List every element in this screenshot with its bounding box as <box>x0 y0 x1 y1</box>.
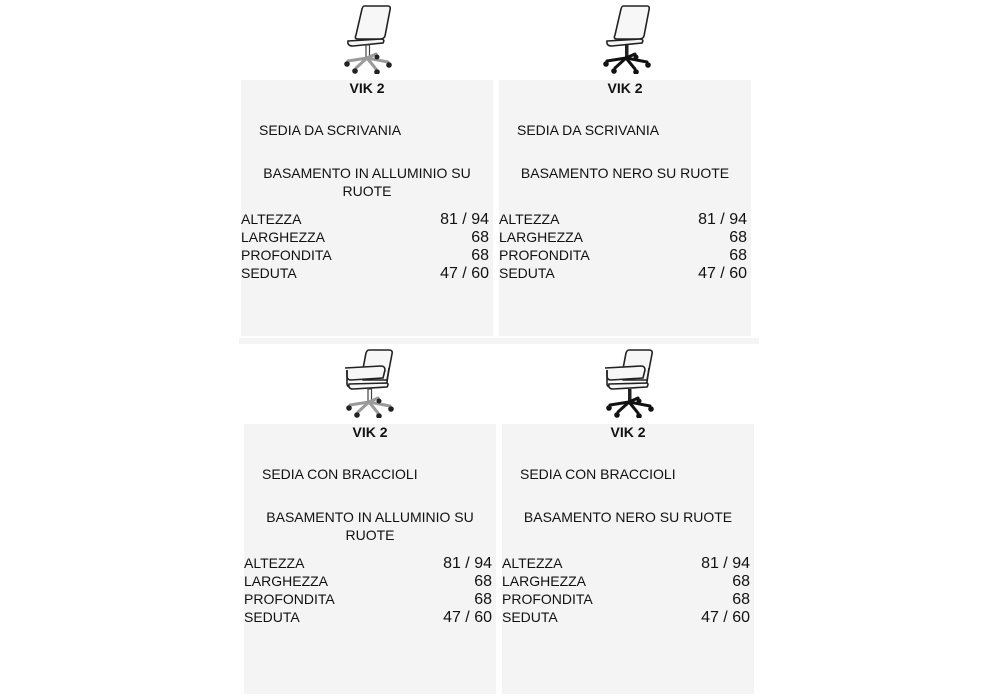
spec-row <box>241 265 489 283</box>
spec-value: 68 <box>732 573 750 590</box>
product-card <box>502 424 754 694</box>
spec-value: 68 <box>471 247 489 264</box>
chair-type: SEDIA DA SCRIVANIA <box>259 122 402 138</box>
spec-label: LARGHEZZA <box>241 229 326 245</box>
spec-value: 68 <box>471 229 489 246</box>
product-card <box>241 80 493 336</box>
product-card <box>499 80 751 336</box>
spec-value: 81 / 94 <box>701 555 750 572</box>
spec-row <box>499 247 747 265</box>
spec-value: 81 / 94 <box>440 211 489 228</box>
spec-label: PROFONDITA <box>241 247 332 263</box>
spec-row <box>502 555 750 573</box>
spec-value: 68 <box>732 591 750 608</box>
spec-label: LARGHEZZA <box>244 573 329 589</box>
spec-value: 47 / 60 <box>440 265 489 282</box>
chair-type: SEDIA CON BRACCIOLI <box>262 466 418 482</box>
spec-row <box>244 555 492 573</box>
chair-type: SEDIA DA SCRIVANIA <box>517 122 660 138</box>
spec-row <box>241 247 489 265</box>
spec-label: PROFONDITA <box>502 591 593 607</box>
spec-value: 81 / 94 <box>443 555 492 572</box>
model-name: VIK 2 <box>607 80 643 96</box>
spec-row <box>499 229 747 247</box>
spec-row <box>499 211 747 229</box>
base-description: BASAMENTO IN ALLUMINIO SU RUOTE <box>263 165 471 199</box>
model-name: VIK 2 <box>352 424 388 440</box>
spec-row <box>241 211 489 229</box>
desk-chair-aluminium-base-icon <box>334 2 398 74</box>
spec-label: PROFONDITA <box>499 247 590 263</box>
spec-row <box>502 573 750 591</box>
spec-label: ALTEZZA <box>502 555 563 571</box>
row-separator <box>239 338 759 344</box>
spec-list <box>502 555 750 627</box>
spec-row <box>244 591 492 609</box>
armchair-aluminium-base-icon <box>337 346 401 418</box>
spec-value: 68 <box>474 573 492 590</box>
spec-label: ALTEZZA <box>241 211 302 227</box>
spec-value: 68 <box>729 247 747 264</box>
chair-type: SEDIA CON BRACCIOLI <box>520 466 676 482</box>
spec-label: SEDUTA <box>502 609 558 625</box>
spec-value: 47 / 60 <box>698 265 747 282</box>
spec-value: 68 <box>729 229 747 246</box>
spec-row <box>244 573 492 591</box>
spec-list <box>499 211 747 283</box>
spec-list <box>241 211 489 283</box>
spec-label: LARGHEZZA <box>499 229 584 245</box>
spec-row <box>244 609 492 627</box>
spec-label: SEDUTA <box>241 265 297 281</box>
spec-label: ALTEZZA <box>499 211 560 227</box>
spec-value: 47 / 60 <box>443 609 492 626</box>
spec-label: SEDUTA <box>244 609 300 625</box>
model-name: VIK 2 <box>349 80 385 96</box>
base-description: BASAMENTO NERO SU RUOTE <box>523 509 733 525</box>
base-description: BASAMENTO IN ALLUMINIO SU RUOTE <box>266 509 474 543</box>
spec-label: PROFONDITA <box>244 591 335 607</box>
spec-row <box>499 265 747 283</box>
spec-value: 47 / 60 <box>701 609 750 626</box>
spec-row <box>241 229 489 247</box>
spec-list <box>244 555 492 627</box>
desk-chair-black-base-icon <box>593 2 657 74</box>
spec-value: 68 <box>474 591 492 608</box>
spec-label: ALTEZZA <box>244 555 305 571</box>
spec-label: SEDUTA <box>499 265 555 281</box>
product-card <box>244 424 496 694</box>
spec-label: LARGHEZZA <box>502 573 587 589</box>
spec-row <box>502 591 750 609</box>
armchair-black-base-icon <box>597 346 661 418</box>
spec-value: 81 / 94 <box>698 211 747 228</box>
model-name: VIK 2 <box>610 424 646 440</box>
base-description: BASAMENTO NERO SU RUOTE <box>520 165 730 181</box>
spec-row <box>502 609 750 627</box>
